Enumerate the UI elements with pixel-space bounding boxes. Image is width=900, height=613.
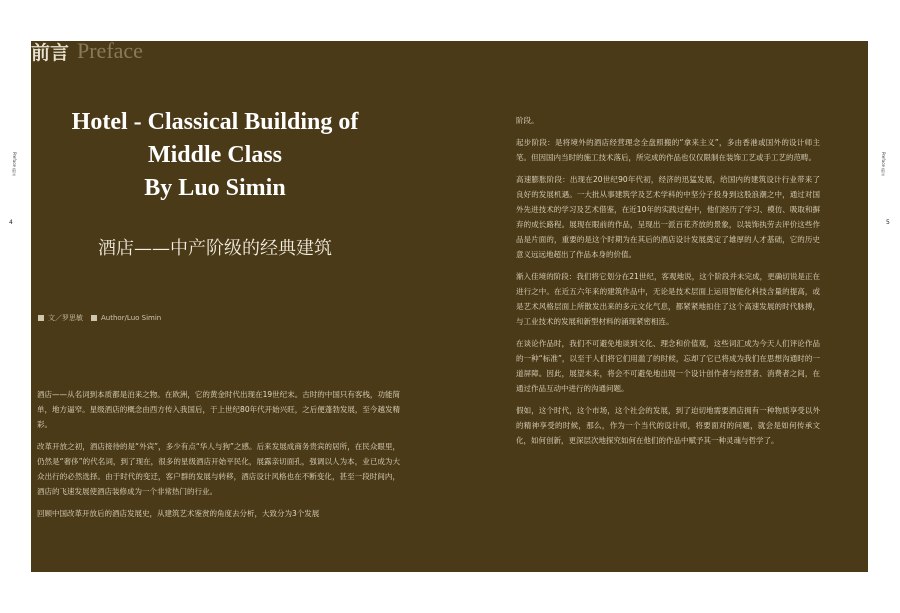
article-title-en	[36, 106, 394, 205]
title-line: Middle Class	[147, 142, 282, 168]
paragraph: 阶段。	[516, 116, 539, 125]
square-bullet-icon	[38, 315, 44, 321]
section-title-en: Preface	[77, 38, 143, 63]
paragraph: 假如，这个时代，这个市场，这个社会的发展，到了迫切地需要酒店拥有一种物质享受以外的精神享受的时候，那么，作为一个当代的设计师，将要面对的问题，就会是如何传承文化，如何创新，更深层次地探究如何在他们的作品中赋予其一种灵魂与哲学了。	[516, 406, 820, 445]
paragraph: 改革开放之初，酒店接待的是“外宾”，多少有点“华人与狗”之感。后来发展成商务贵宾的居所，在民众眼里，仍然是“奢侈”的代名词，到了现在，很多的星级酒店开始平民化，展露亲切面孔，强调以人为本，业已成为大众出行的必然选择。由于时代的变迁，客户群的发展与转移，酒店设计风格也在不断变化，甚至一段时间内，酒店的飞速发展使酒店装修成为一个非常热门的行业。	[37, 442, 400, 496]
title-line: Hotel - Classical Building of	[71, 109, 359, 135]
right-margin-mark: Preface 前言	[881, 152, 886, 177]
author-zh: 文／罗思敏	[48, 314, 83, 322]
square-bullet-icon	[91, 315, 97, 321]
paragraph: 酒店——从名词到本质都是泊来之物。在欧洲，它的黄金时代出现在19世纪末。古时的中国只有客栈，功能简单，地方逼窄。星级酒店的概念由西方传入我国后，于上世纪80年代开始兴旺，之后便蓬勃发展，至今越发精彩。	[37, 390, 400, 429]
paragraph: 回顾中国改革开放后的酒店发展史，从建筑艺术鉴赏的角度去分析，大致分为3个发展	[37, 509, 320, 518]
byline	[38, 313, 161, 323]
paragraph: 起步阶段：是将境外的酒店经营理念全盘照搬的“拿来主义”，多由香港或国外的设计师主笔。但因国内当时的施工技术落后，所完成的作品也仅仅限制在装饰工艺或手工艺的范畴。	[516, 138, 820, 162]
paragraph: 高速膨胀阶段：出现在20世纪90年代初，经济的迅猛发展，给国内的建筑设计行业带来了良好的发展机遇。一大批从事建筑学及艺术学科的中坚分子投身到这股浪潮之中，通过对国外先进技术的学习及艺术借鉴，在近10年的实践过程中，他们经历了学习、模仿、吸取和摒弃的成长路程。展现在眼前的作品，呈现出一派百花齐放的景象，以装饰执劳去评价这些作品是片面的，重要的是这个时期为在其后的酒店设计发展奠定了雄厚的人才基础，它的历史意义远远地超出了作品本身的价值。	[516, 175, 820, 259]
paragraph: 渐入佳境的阶段：我们将它划分在21世纪，客观地说，这个阶段并未完成，更确切说是正在进行之中。在近五六年来的建筑作品中，无论是技术层面上运用智能化科技含量的提高，或是艺术风格层面上所散发出来的多元文化气息，都紧紧地扣住了这个高速发展的时代脉搏，与工业技术的发展和新型材料的涌现紧密相连。	[516, 272, 820, 326]
page-number-left: 4	[9, 219, 13, 226]
left-column	[37, 387, 400, 528]
article-title-zh: 酒店——中产阶级的经典建筑	[98, 238, 332, 259]
section-title-zh: 前言	[31, 42, 70, 64]
author-en: Author/Luo Simin	[101, 314, 162, 322]
title-line: By Luo Simin	[144, 175, 286, 201]
right-column	[516, 113, 820, 455]
left-margin-mark: Preface 前言	[12, 152, 17, 177]
paragraph: 在谈论作品时，我们不可避免地谈到文化、理念和价值观，这些词汇成为今天人们评论作品的一种“标准”，以至于人们将它们用滥了的时候，忘却了它已将成为我们在思想沟通时的一道屏障。因此，展望未来，将会不可避免地出现一个设计创作者与经营者、消费者之间，在通过作品互动中进行的沟通问题。	[516, 339, 820, 393]
page-number-right: 5	[886, 219, 890, 226]
